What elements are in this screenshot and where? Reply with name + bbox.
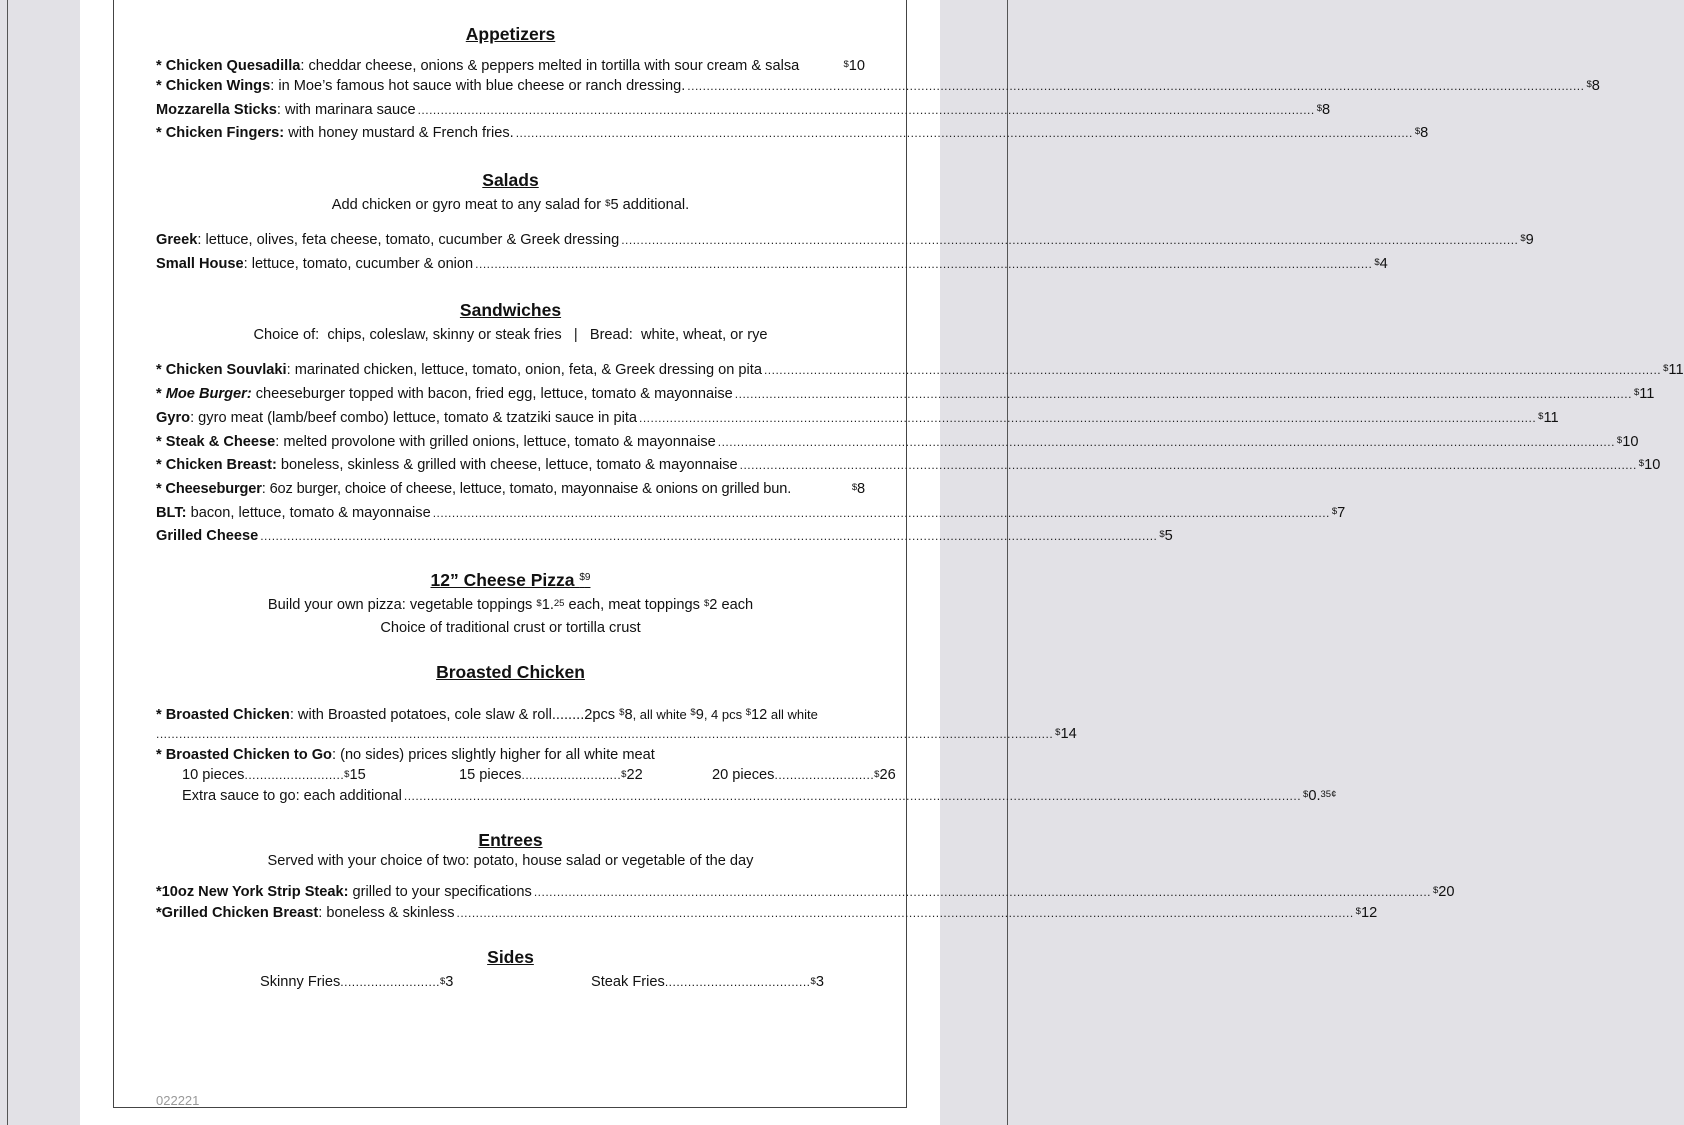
leader-dots: [740, 455, 1637, 476]
item-desc: : (no sides) prices slightly higher for all white meat: [331, 747, 655, 763]
item-desc: cheeseburger topped with bacon, fried egg, lettuce, tomato & mayonnaise: [251, 386, 733, 402]
pizza-price: $9: [579, 572, 591, 583]
item-desc: : gyro meat (lamb/beef combo) lettuce, tomato & tzatziki sauce in pita: [190, 410, 637, 426]
side-item: Skinny Fries .......................... $ 3: [260, 972, 400, 994]
leader-dots: ..........................: [340, 975, 440, 989]
menu-item: [156, 882, 1455, 903]
menu-item: [156, 230, 1534, 251]
leader-dots: [621, 230, 1518, 251]
menu-item: [156, 432, 1639, 453]
salads-title: Salads: [482, 170, 539, 190]
leader-dots: ..........................: [521, 768, 622, 782]
item-price: $10: [843, 58, 865, 74]
leader-dots: [718, 432, 1615, 453]
item-desc: : boneless & skinless: [318, 905, 455, 921]
leader-dots: [457, 903, 1354, 924]
item-desc: with honey mustard & French fries.: [284, 125, 514, 141]
menu-item: [156, 526, 1173, 547]
item-desc: : melted provolone with grilled onions, lettuce, tomato & mayonnaise: [275, 434, 716, 450]
appetizers-title: Appetizers: [465, 24, 556, 44]
item-desc: : marinated chicken, lettuce, tomato, onion, feta, & Greek dressing on pita: [286, 362, 762, 378]
menu-item: [156, 503, 1346, 524]
item-name: * Chicken Fingers:: [156, 125, 285, 141]
leader-dots: [433, 503, 1330, 524]
item-name: * Chicken Wings: [156, 78, 271, 94]
leader-dots: [475, 254, 1372, 275]
item-price: $10: [1638, 457, 1661, 473]
menu-item-continued: [156, 724, 1077, 745]
menu-item: [156, 408, 1559, 429]
togo-option: 10 pieces .......................... $ 15: [182, 765, 309, 787]
item-name: Mozzarella Sticks: [156, 102, 277, 118]
item-name: *Grilled Chicken Breast: [156, 905, 319, 921]
item-desc: : lettuce, olives, feta cheese, tomato, cucumber & Greek dressing: [197, 232, 620, 248]
item-name: Moe Burger:: [165, 386, 252, 402]
sides-title: Sides: [487, 947, 534, 967]
menu-item: [156, 100, 1331, 121]
item-price: $8: [1586, 78, 1600, 94]
item-name: Extra sauce to go: each additional: [182, 788, 402, 804]
item-price: $11: [1663, 362, 1684, 378]
leader-dots: ......................................: [664, 975, 811, 989]
item-name: * Broasted Chicken to Go: [156, 747, 332, 763]
menu-item: [156, 56, 865, 77]
item-price: $11: [1538, 410, 1559, 426]
menu-item: [156, 903, 1378, 924]
entrees-title: Entrees: [478, 830, 543, 850]
leader-dots: [764, 360, 1661, 381]
item-name: * Chicken Souvlaki: [156, 362, 287, 378]
menu-item: [156, 254, 1388, 275]
item-name: *10oz New York Strip Steak:: [156, 884, 349, 900]
item-name: Greek: [156, 232, 198, 248]
item-price: $8: [1316, 102, 1331, 118]
item-price: $20: [1432, 884, 1455, 900]
item-price: $10: [1616, 434, 1639, 450]
salads-note: Add chicken or gyro meat to any salad for $5 additional.: [331, 197, 690, 213]
item-name: Grilled Cheese: [156, 528, 259, 544]
item-price: $8: [851, 481, 865, 497]
item-desc: : with marinara sauce: [276, 102, 416, 118]
item-price: $7: [1331, 505, 1346, 521]
item-name: * Broasted Chicken: [156, 707, 290, 723]
item-price: $8: [1414, 125, 1429, 141]
item-name: Gyro: [156, 410, 191, 426]
item-desc: : cheddar cheese, onions & peppers melted in tortilla with sour cream & salsa: [300, 58, 800, 74]
item-name: * Chicken Breast:: [156, 457, 277, 473]
leader-dots: [260, 526, 1157, 547]
item-desc: boneless, skinless & grilled with cheese, lettuce, tomato & mayonnaise: [276, 457, 738, 473]
leader-dots: [639, 408, 1536, 429]
menu-item: [156, 455, 1661, 476]
item-desc: : 6oz burger, choice of cheese, lettuce, tomato, mayonnaise & onions on grilled bun.: [261, 481, 792, 497]
item-price: $12: [1355, 905, 1378, 921]
togo-option: 20 pieces .......................... $ 26: [712, 765, 865, 787]
sandwiches-title: Sandwiches: [459, 300, 562, 320]
item-price: $11: [1633, 386, 1655, 402]
item-price: $0.$^{35¢}$: [1303, 788, 1337, 804]
menu-item: * Moe Burger: cheeseburger topped with bacon, fried egg, lettuce, tomato & mayonnaise ..... $11: [156, 384, 865, 405]
item-price: $14: [1055, 726, 1077, 742]
menu-item: [156, 76, 1600, 97]
leader-dots: [418, 100, 1315, 121]
menu-item: [156, 360, 1684, 381]
menu-item: [182, 786, 1337, 807]
leader-dots: [534, 882, 1431, 903]
leader-dots: [404, 786, 1301, 807]
item-name: * Steak & Cheese: [156, 434, 276, 450]
broasted-title: Broasted Chicken: [436, 662, 585, 682]
menu-item: * Broasted Chicken: with Broasted potatoes, cole slaw & roll........2pcs $8, all white $9, 4 pcs $12 all white: [156, 707, 818, 723]
item-name: * Cheeseburger: [156, 481, 262, 497]
pizza-crust-note: Choice of traditional crust or tortilla crust: [380, 620, 641, 636]
leader-dots: ..........................: [244, 768, 345, 782]
side-item: Steak Fries ...................................... $ 3: [591, 972, 761, 994]
document-code: 022221: [156, 1093, 200, 1108]
item-name: BLT:: [156, 505, 187, 521]
page-border: [113, 0, 907, 1108]
item-desc: grilled to your specifications: [348, 884, 532, 900]
pizza-toppings-note: Build your own pizza: vegetable toppings $1.25 each, meat toppings $2 each: [267, 597, 754, 613]
menu-item: [156, 745, 865, 766]
sandwiches-note: Choice of: chips, coleslaw, skinny or steak fries | Bread: white, wheat, or rye: [253, 327, 768, 343]
menu-item: [156, 479, 865, 500]
entrees-note: Served with your choice of two: potato, house salad or vegetable of the day: [267, 853, 754, 869]
item-desc: bacon, lettuce, tomato & mayonnaise: [186, 505, 431, 521]
item-desc: : lettuce, tomato, cucumber & onion: [243, 256, 474, 272]
item-price: $9: [1520, 232, 1534, 248]
leader-dots: [516, 123, 1413, 144]
leader-dots: [735, 384, 1632, 405]
pizza-title: 12” Cheese Pizza $^{\$9}$: [430, 570, 591, 590]
item-price: $4: [1374, 256, 1388, 272]
leader-dots: ..........................: [774, 768, 875, 782]
item-name: Small House: [156, 256, 244, 272]
item-desc: : in Moe’s famous hot sauce with blue cheese or ranch dressing.: [270, 78, 686, 94]
togo-option: 15 pieces .......................... $ 22: [459, 765, 584, 787]
item-price: $5: [1159, 528, 1173, 544]
item-name: * Chicken Quesadilla: [156, 58, 301, 74]
leader-dots: [687, 76, 1584, 97]
menu-item: [156, 123, 1429, 144]
leader-dots: [156, 724, 1053, 745]
